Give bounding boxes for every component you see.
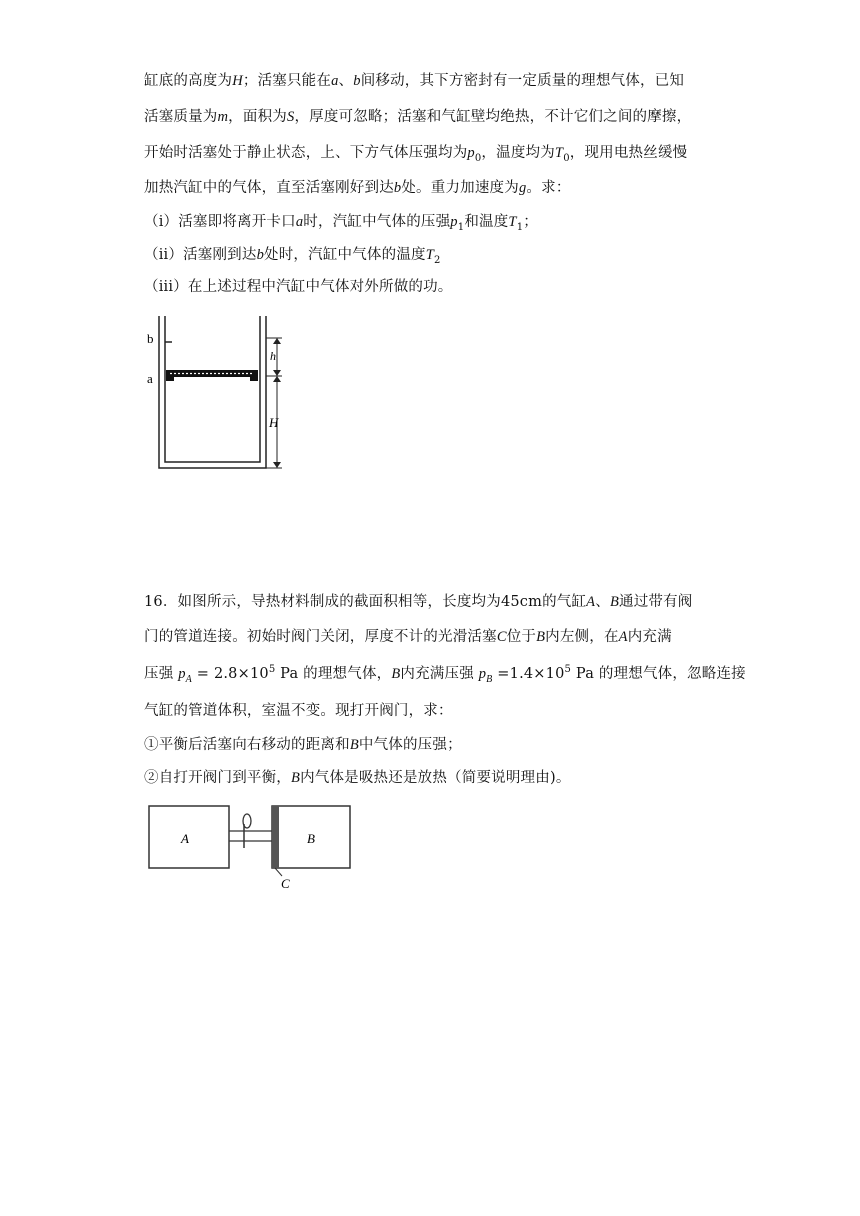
cylinder-inner-wall [165, 316, 260, 462]
p15-line-4: 加热汽缸中的气体，直至活塞刚好到达b处。重力加速度为g。求： [144, 180, 571, 196]
label-B: B [307, 831, 315, 846]
p16-line-2: 门的管道连接。初始时阀门关闭，厚度不计的光滑活塞C位于B内左侧，在A内充满 [144, 629, 672, 645]
p16-line-3: 压强 $p_A = 2.8\times 10^5$ Pa 的理想气体，B内充满压强 $p_B =1.4\times 10^5$ Pa 的理想气体，忽略连接 [144, 664, 746, 685]
label-A: A [181, 831, 189, 846]
label-h: h [270, 349, 276, 363]
p16-line-4: 气缸的管道体积，室温不变。现打开阀门，求： [144, 703, 453, 719]
p15-line-3: 开始时活塞处于静止状态，上、下方气体压强均为$p_0$，温度均为$T_0$，现用电热丝缓慢 [144, 145, 688, 164]
p15-question-3: （iii）在上述过程中汽缸中气体对外所做的功。 [144, 279, 453, 295]
cylinder-piston-figure [140, 312, 300, 472]
cylinder-outer-wall [159, 316, 266, 468]
two-cylinders-figure [144, 800, 356, 892]
p15-question-2: （ii）活塞刚到达b处时，汽缸中气体的温度$T_2$ [144, 247, 441, 266]
label-b: b [147, 331, 154, 346]
valve-handle [243, 814, 251, 828]
cylinder-A [149, 806, 229, 868]
stop-a-right [250, 376, 258, 381]
p15-line-2: 活塞质量为m，面积为S，厚度可忽略；活塞和气缸壁均绝热，不计它们之间的摩擦， [144, 109, 692, 125]
p15-line-1: 缸底的高度为H；活塞只能在a、b间移动，其下方密封有一定质量的理想气体，已知 [144, 73, 685, 89]
p16-question-2: ②自打开阀门到平衡，B内气体是吸热还是放热（简要说明理由)。 [144, 770, 571, 786]
label-a: a [147, 371, 153, 386]
p15-question-1: （i）活塞即将离开卡口a时，汽缸中气体的压强$p_1$和温度$T_1$； [144, 214, 538, 233]
p16-question-1: ①平衡后活塞向右移动的距离和B中气体的压强； [144, 737, 462, 753]
label-H: H [269, 415, 279, 430]
label-C: C [281, 876, 290, 891]
p16-line-1: 16．如图所示，导热材料制成的截面积相等，长度均为45cm的气缸A、B通过带有阀 [144, 594, 693, 610]
piston-C [272, 806, 279, 868]
stop-a-left [166, 376, 174, 381]
